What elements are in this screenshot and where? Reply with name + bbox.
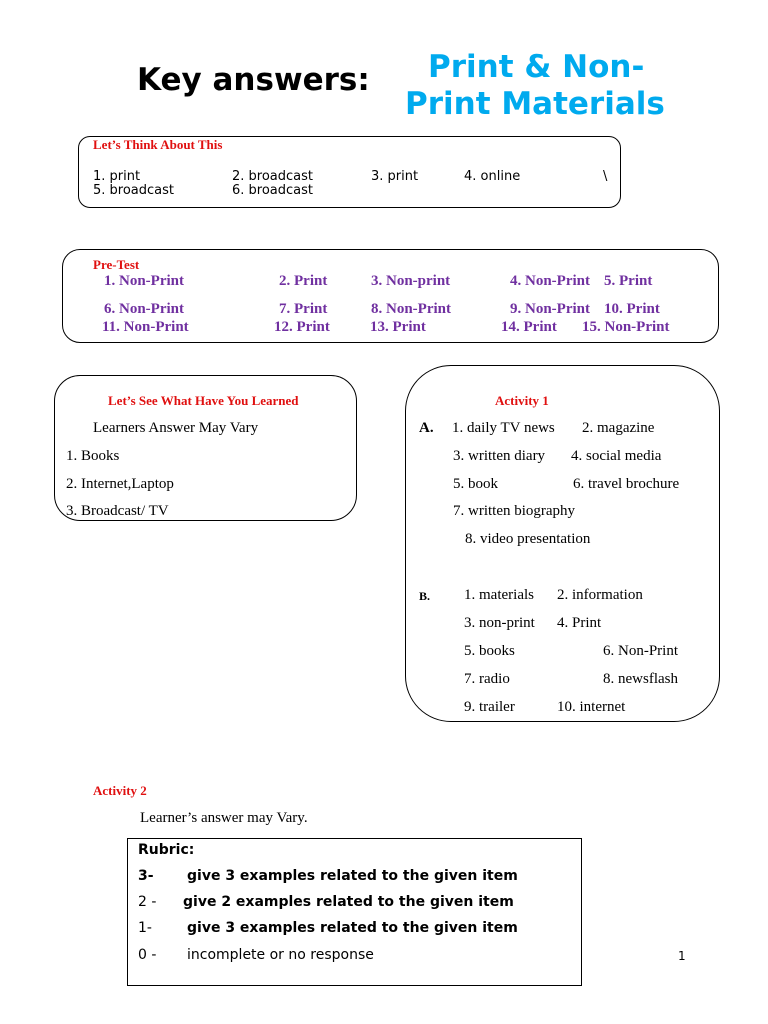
rubric-score: 2 -	[138, 894, 157, 910]
activity1-b-item: 8. newsflash	[603, 671, 678, 687]
pretest-item: 8. Non-Print	[371, 301, 451, 317]
learned-item: 3. Broadcast/ TV	[66, 503, 169, 519]
activity1-label-a: A.	[419, 420, 434, 436]
activity1-b-item: 1. materials	[464, 587, 534, 603]
activity1-b-item: 5. books	[464, 643, 515, 659]
pretest-item: 9. Non-Print	[510, 301, 590, 317]
learned-item: 1. Books	[66, 448, 120, 464]
activity1-b-item: 2. information	[557, 587, 643, 603]
rubric-text: incomplete or no response	[187, 947, 374, 963]
activity1-a-item: 8. video presentation	[465, 531, 591, 547]
pretest-item: 13. Print	[370, 319, 426, 335]
pretest-heading: Pre-Test	[93, 257, 140, 272]
key-answers-title: Key answers:	[137, 62, 370, 98]
think-item: 5. broadcast	[93, 183, 175, 198]
pretest-item: 1. Non-Print	[104, 273, 184, 289]
activity1-a-item: 6. travel brochure	[573, 476, 680, 492]
think-item: \	[603, 169, 608, 184]
rubric-box	[127, 838, 582, 986]
activity1-a-item: 4. social media	[571, 448, 662, 464]
activity1-b-item: 7. radio	[464, 671, 510, 687]
learned-heading: Let’s See What Have You Learned	[108, 393, 299, 408]
activity1-a-item: 3. written diary	[453, 448, 546, 464]
activity1-a-item: 1. daily TV news	[452, 420, 555, 436]
rubric-text: give 3 examples related to the given item	[187, 920, 518, 936]
pretest-item: 2. Print	[279, 273, 328, 289]
think-heading: Let’s Think About This	[93, 137, 223, 152]
think-item: 2. broadcast	[232, 169, 314, 184]
page-number: 1	[678, 949, 686, 963]
activity1-a-item: 7. written biography	[453, 503, 576, 519]
think-item: 3. print	[371, 169, 419, 184]
activity2-heading: Activity 2	[93, 783, 147, 798]
pretest-item: 7. Print	[279, 301, 328, 317]
activity1-heading: Activity 1	[495, 393, 549, 408]
subtitle-line-2: Print Materials	[405, 86, 665, 122]
pretest-item: 6. Non-Print	[104, 301, 184, 317]
think-item: 4. online	[464, 169, 521, 184]
learned-note: Learners Answer May Vary	[93, 420, 259, 436]
think-item: 1. print	[93, 169, 141, 184]
activity2-note: Learner’s answer may Vary.	[140, 810, 308, 826]
subtitle-line-1: Print & Non-	[428, 49, 645, 85]
learned-item: 2. Internet,Laptop	[66, 476, 174, 492]
activity1-b-item: 3. non-print	[464, 615, 535, 631]
rubric-score: 1-	[138, 920, 152, 936]
pretest-item: 11. Non-Print	[102, 319, 189, 335]
pretest-item: 15. Non-Print	[582, 319, 670, 335]
activity1-a-item: 2. magazine	[582, 420, 655, 436]
pretest-item: 4. Non-Print	[510, 273, 590, 289]
activity1-b-item: 4. Print	[557, 615, 602, 631]
activity1-b-item: 10. internet	[557, 699, 626, 715]
rubric-text: give 3 examples related to the given item	[187, 868, 518, 884]
rubric-title: Rubric:	[138, 842, 195, 858]
think-item: 6. broadcast	[232, 183, 314, 198]
pretest-item: 5. Print	[604, 273, 653, 289]
pretest-item: 14. Print	[501, 319, 557, 335]
activity1-a-item: 5. book	[453, 476, 498, 492]
pretest-item: 3. Non-print	[371, 273, 451, 289]
rubric-text: give 2 examples related to the given item	[183, 894, 514, 910]
activity1-b-item: 6. Non-Print	[603, 643, 678, 659]
pretest-item: 12. Print	[274, 319, 330, 335]
pretest-item: 10. Print	[604, 301, 660, 317]
activity1-b-item: 9. trailer	[464, 699, 515, 715]
rubric-score: 0 -	[138, 947, 157, 963]
activity1-label-b: B.	[419, 589, 431, 603]
rubric-score: 3-	[138, 868, 154, 884]
